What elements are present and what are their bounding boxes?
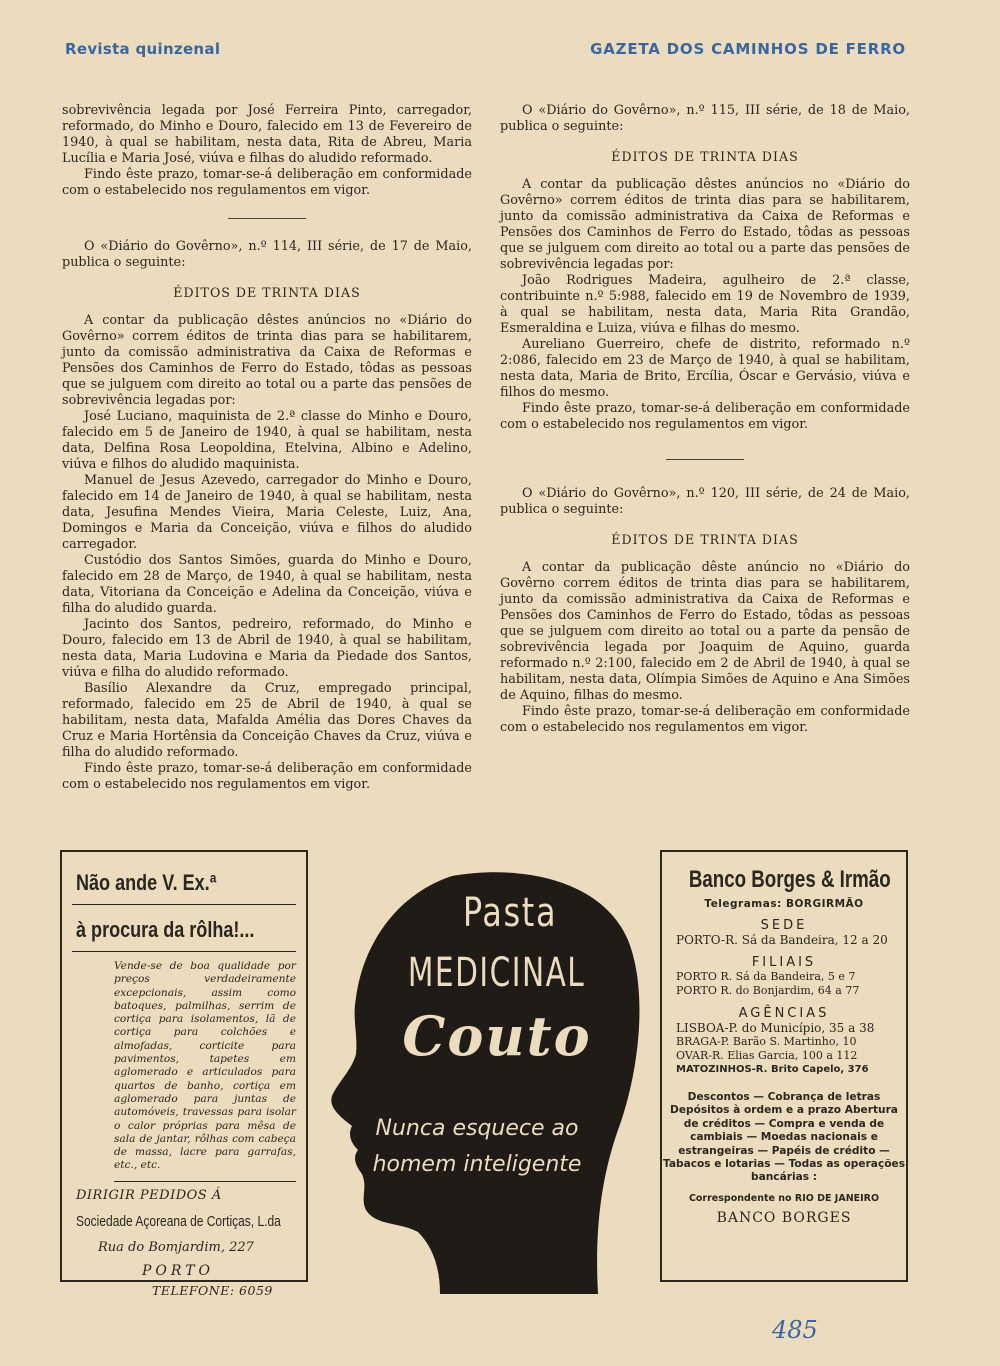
paragraph: O «Diário do Govêrno», n.º 115, III série, de 18 de Maio, publica o seguinte: — [500, 103, 910, 134]
filiais-label: FILIAIS — [751, 955, 817, 970]
ad-title-line2: à procura da rôlha!... — [76, 917, 255, 942]
ad-brand-line1: Pasta — [462, 890, 558, 936]
ad-slogan-line1: Nunca esquece ao — [375, 1116, 579, 1141]
agencia-address: MATOZINHOS-R. Brito Capelo, 376 — [676, 1064, 869, 1075]
paragraph: Aureliano Guerreiro, chefe de distrito, reformado n.º 2:086, falecido em 23 de Março de 1940, à qual se habilitam, nesta data, Maria de Brito, Ercília, Óscar e Gervásio, viúva e filhos do mesmo. — [500, 337, 910, 400]
paragraph: Manuel de Jesus Azevedo, carregador do Minho e Douro, falecido em 14 de Janeiro de 1940, à qual se habilitam, nesta data, Jesufina Mendes Vieira, Maria Celeste, Luiz, Ana, Domingos e Maria da Conceição, viúva e filhos do aludido carregador. — [62, 473, 472, 552]
agencia-address: LISBOA-P. do Município, 35 a 38 — [676, 1021, 875, 1035]
header-left: Revista quinzenal — [65, 40, 221, 58]
bank-telegram: Telegramas: BORGIRMÃO — [704, 898, 864, 910]
section-heading: ÉDITOS DE TRINTA DIAS — [173, 285, 361, 300]
ad-order-line: DIRIGIR PEDIDOS Á — [76, 1187, 222, 1203]
divider — [666, 459, 744, 460]
ad-phone: TELEFONE: 6059 — [152, 1282, 273, 1298]
sede-label: SEDE — [760, 918, 808, 933]
bank-advertisement — [660, 850, 908, 1282]
paragraph: A contar da publicação dêstes anúncios no «Diário do Govêrno» correm éditos de trinta dias para se habilitarem, junto da comissão administrativa da Caixa de Reformas e Pensões dos Caminhos de Ferro do Estado, tôdas as pessoas que se julguem com direito ao total ou a parte das pensões de sobrevivência legadas por: — [62, 313, 472, 408]
divider — [114, 1181, 296, 1182]
ad-title-line1: Não ande V. Ex.ª — [76, 870, 217, 895]
ad-slogan-line2: homem inteligente — [372, 1152, 582, 1177]
agencia-address: OVAR-R. Elias Garcia, 100 a 112 — [676, 1049, 858, 1062]
paragraph: Custódio dos Santos Simões, guarda do Minho e Douro, falecido em 28 de Março, de 1940, à qual se habilitam, nesta data, Vitoriana da Conceição e Adelina da Conceição, viúva e filha do aludido guarda. — [62, 553, 472, 616]
paragraph: Findo êste prazo, tomar-se-á deliberação em conformidade com o estabelecido nos regulamentos em vigor. — [500, 401, 910, 432]
bank-services: Descontos — Cobrança de letras Depósitos à ordem e a prazo Abertura de créditos — Compra e venda de cambiais — Moedas nacionais e estrangeiras — Papéis de crédito — Tabacos e lotarias — Todas as operações bancárias : — [663, 1091, 905, 1184]
bank-title: Banco Borges & Irmão — [688, 866, 891, 893]
divider — [72, 904, 296, 905]
right-column — [500, 103, 910, 736]
paragraph: Basílio Alexandre da Cruz, empregado principal, reformado, falecido em 25 de Abril de 1940, à qual se habilitam, nesta data, Mafalda Amélia das Dores Chaves da Cruz e Maria Hortênsia da Conceição Chaves da Cruz, viúva e filha do aludido reformado. — [62, 681, 472, 760]
paragraph: O «Diário do Govêrno», n.º 114, III série, de 17 de Maio, publica o seguinte: — [62, 239, 472, 270]
ad-city: PORTO — [142, 1262, 215, 1279]
filial-address: PORTO R. Sá da Bandeira, 5 e 7 — [676, 970, 856, 983]
cork-advertisement — [60, 850, 308, 1298]
paragraph: Findo êste prazo, tomar-se-á deliberação em conformidade com o estabelecido nos regulamentos em vigor. — [62, 761, 472, 792]
divider — [72, 951, 296, 952]
ad-street: Rua do Bomjardim, 227 — [98, 1239, 254, 1255]
ad-body: Vende-se de boa qualidade por preços verdadeiramente excepcionais, assim como batoques, palmilhas, serrim de cortiça para isolamentos, lã de cortiça para colchões e almofadas, corticite para pavimentos, tapetes em aglomerado e articulados para quartos de banho, cortiça em aglomerado para juntas de automóveis, travessas para isolar o calor próprias para mêsa de sala de jantar, rôlhas com cabeça de massa, lacre para garrafas, etc., etc. — [114, 960, 296, 1172]
ad-brand-line2: MEDICINAL — [407, 950, 586, 996]
agencias-label: AGÊNCIAS — [738, 1006, 830, 1021]
ad-brand-line3: Couto — [402, 1004, 592, 1068]
header-right: GAZETA DOS CAMINHOS DE FERRO — [590, 40, 906, 58]
ad-company: Sociedade Açoreana de Cortiças, L.da — [76, 1212, 281, 1230]
section-heading: ÉDITOS DE TRINTA DIAS — [611, 532, 799, 547]
sede-address: PORTO-R. Sá da Bandeira, 12 a 20 — [676, 933, 888, 947]
bank-correspondent: Correspondente no RIO DE JANEIRO — [688, 1192, 880, 1204]
filial-address: PORTO R. do Bonjardim, 64 a 77 — [676, 984, 860, 997]
paragraph: Findo êste prazo, tomar-se-á deliberação em conformidade com o estabelecido nos regulamentos em vigor. — [500, 704, 910, 735]
paragraph: A contar da publicação dêste anúncio no «Diário do Govêrno correm éditos de trinta dias para se habilitarem, junto da comissão administrativa da Caixa de Reformas e Pensões dos Caminhos de Ferro do Estado, tôdas as pessoas que se julguem com direito ao total ou a parte da pensão de sobrevivência legada por Joaquim de Aquino, guarda reformado n.º 2:100, falecido em 2 de Abril de 1940, à qual se habilitam, nesta data, Olímpia Simões de Aquino e Ana Simões de Aquino, filhas do mesmo. — [500, 560, 910, 703]
bank-footer: BANCO BORGES — [716, 1209, 852, 1226]
agencia-address: BRAGA-P. Barão S. Martinho, 10 — [676, 1035, 857, 1048]
pasta-medicinal-advertisement — [322, 870, 644, 1294]
paragraph: José Luciano, maquinista de 2.ª classe do Minho e Douro, falecido em 5 de Janeiro de 1940, à qual se habilitam, nesta data, Delfina Rosa Leopoldina, Etelvina, Albino e Adelino, viúva e filhos do aludido maquinista. — [62, 409, 472, 472]
paragraph: sobrevivência legada por José Ferreira Pinto, carregador, reformado, do Minho e Douro, falecido em 13 de Fevereiro de 1940, à qual se habilitam, nesta data, Rita de Abreu, Maria Lucília e Maria José, viúva e filhas do aludido reformado. — [62, 103, 472, 166]
section-heading: ÉDITOS DE TRINTA DIAS — [611, 149, 799, 164]
paragraph: A contar da publicação dêstes anúncios no «Diário do Govêrno» correm éditos de trinta dias para se habilitarem, junto da comissão administrativa da Caixa de Reformas e Pensões dos Caminhos de Ferro do Estado, tôdas as pessoas que se julguem com direito ao total ou a parte das pensões de sobrevivência legadas por: — [500, 177, 910, 272]
divider — [228, 218, 306, 219]
paragraph: Jacinto dos Santos, pedreiro, reformado, do Minho e Douro, falecido em 13 de Abril de 1940, à qual se habilitam, nesta data, Maria Ludovina e Maria da Piedade dos Santos, viúva e filha do aludido reformado. — [62, 617, 472, 680]
paragraph: Findo êste prazo, tomar-se-á deliberação em conformidade com o estabelecido nos regulamentos em vigor. — [62, 167, 472, 198]
paragraph: O «Diário do Govêrno», n.º 120, III série, de 24 de Maio, publica o seguinte: — [500, 486, 910, 517]
page-number: 485 — [772, 1316, 818, 1344]
paragraph: João Rodrigues Madeira, agulheiro de 2.ª classe, contribuinte n.º 5:988, falecido em 19 de Novembro de 1939, à qual se habilitam, nesta data, Maria Rita Grandão, Esmeraldina e Luiza, viúva e filhas do mesmo. — [500, 273, 910, 336]
left-column — [62, 103, 472, 793]
